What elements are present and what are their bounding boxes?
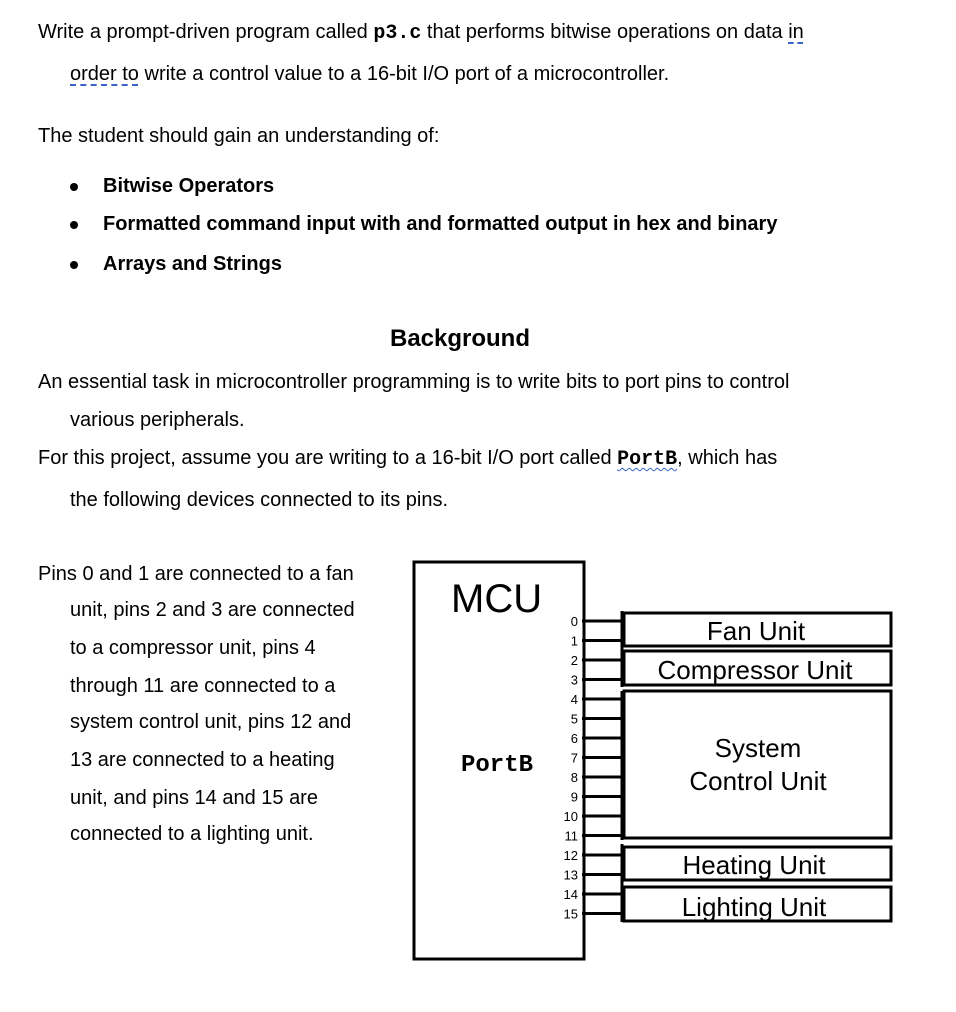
objectives-lead: The student should gain an understanding of:: [38, 125, 440, 147]
portb-label: PortB: [461, 752, 534, 779]
heating-unit-label: Heating Unit: [682, 850, 826, 880]
grammar-flag-order-to: order to: [70, 63, 139, 85]
pin-number: 5: [570, 711, 578, 727]
objective-item: Arrays and Strings: [103, 253, 282, 275]
pin-number: 7: [570, 750, 578, 766]
background-p2-text-start: For this project, assume you are writing to a 16-bit I/O port called: [38, 447, 618, 469]
pin-desc-line: unit, pins 2 and 3 are connected: [70, 599, 355, 621]
mcu-label: MCU: [451, 577, 543, 621]
system-control-unit-box: [624, 691, 891, 838]
pin-number: 10: [563, 809, 578, 824]
pin-desc-line: system control unit, pins 12 and: [70, 711, 352, 733]
pin-number: 3: [570, 672, 578, 688]
program-filename: p3.c: [373, 22, 422, 45]
pin-number: 2: [570, 653, 578, 668]
intro-text-mid: that performs bitwise operations on data: [421, 21, 789, 43]
pin-number: 12: [563, 848, 578, 863]
system-unit-label-line2: Control Unit: [689, 766, 827, 796]
background-p1-line2: various peripherals.: [70, 409, 245, 431]
background-p2-text-end: , which has: [677, 447, 778, 469]
pin-number: 13: [563, 867, 578, 883]
pin-desc-line: to a compressor unit, pins 4: [70, 637, 316, 659]
compressor-unit-label: Compressor Unit: [657, 655, 853, 685]
pin-number: 4: [570, 692, 578, 707]
pin-number: 11: [564, 828, 578, 844]
pin-number: 15: [563, 906, 578, 922]
pin-number: 6: [570, 731, 578, 746]
pin-number: 1: [570, 633, 578, 649]
lighting-unit-label: Lighting Unit: [681, 892, 827, 922]
pin-number: 9: [570, 789, 578, 805]
grammar-flag-in: in: [788, 21, 804, 43]
objective-item: Formatted command input with and formatted output in hex and binary: [103, 213, 778, 235]
pin-group: [564, 614, 622, 922]
pin-number: 0: [570, 614, 578, 629]
intro-text-end: write a control value to a 16-bit I/O port of a microcontroller.: [138, 63, 670, 85]
port-name: PortB: [617, 448, 678, 471]
pin-desc-line: through 11 are connected to a: [70, 675, 336, 697]
pin-number: 14: [563, 887, 578, 902]
objective-item: Bitwise Operators: [103, 175, 275, 197]
pin-desc-line: 13 are connected to a heating: [70, 749, 335, 771]
system-unit-label-line1: System: [714, 733, 802, 763]
fan-unit-label: Fan Unit: [706, 616, 806, 646]
section-heading-background: Background: [389, 325, 530, 352]
pin-desc-line: Pins 0 and 1 are connected to a fan: [38, 563, 354, 585]
background-p2-line2: the following devices connected to its pins.: [70, 489, 448, 511]
pin-desc-line: unit, and pins 14 and 15 are: [70, 787, 318, 809]
background-p1-line1: An essential task in microcontroller programming is to write bits to port pins to control: [38, 371, 790, 393]
pin-desc-line: connected to a lighting unit.: [70, 823, 314, 845]
intro-text-start: Write a prompt-driven program called: [38, 21, 374, 43]
pin-number: 8: [570, 770, 578, 785]
